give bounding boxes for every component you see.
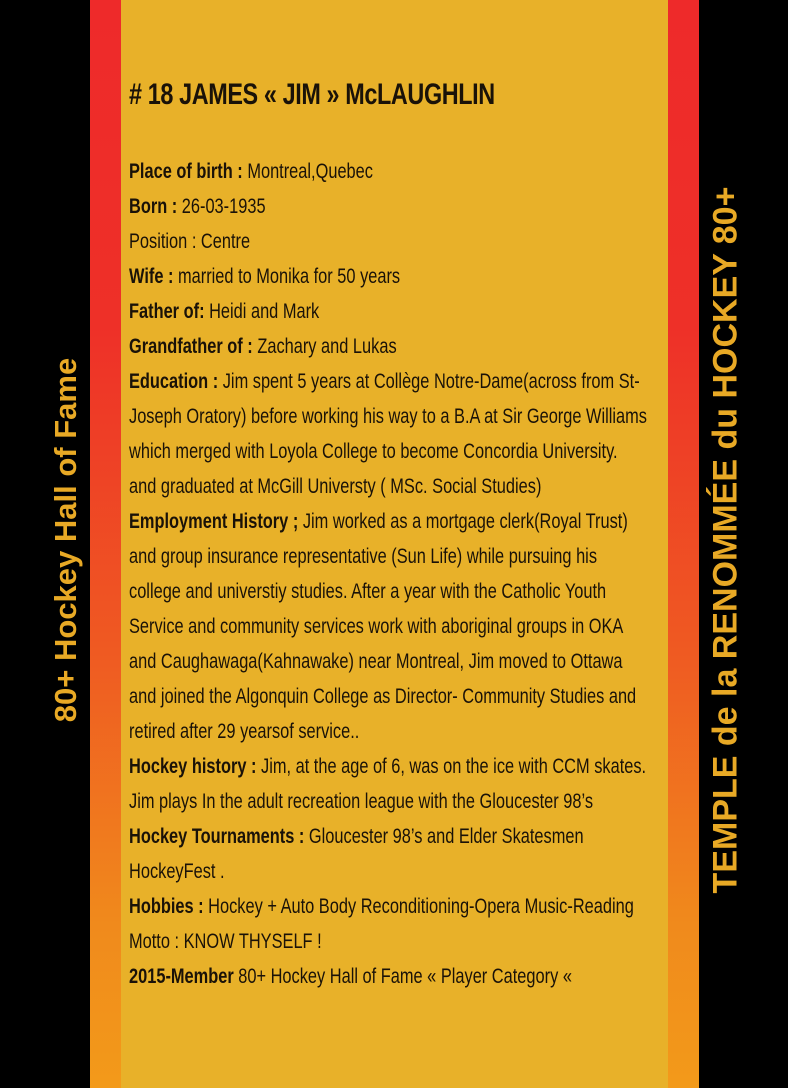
bio-text: HockeyFest .: [129, 860, 225, 883]
bio-line: [129, 749, 667, 784]
bio-text: Zachary and Lukas: [257, 335, 397, 358]
bio-text: Motto : KNOW THYSELF !: [129, 930, 322, 953]
bio-text: Position : Centre: [129, 230, 251, 253]
bio-label: Hobbies :: [129, 895, 209, 918]
bio-text: married to Monika for 50 years: [177, 265, 401, 288]
bio-label: Wife :: [129, 265, 178, 288]
bio-text: and graduated at McGill Universty ( MSc. Social Studies): [129, 475, 542, 498]
bio-line: [129, 154, 667, 189]
bio-line: [129, 539, 667, 574]
bio-text: Jim worked as a mortgage clerk(Royal Trust): [302, 510, 628, 533]
bio-label: Education :: [129, 370, 223, 393]
bio-line: [129, 889, 667, 924]
bio-label: Father of:: [129, 300, 210, 323]
bio-text: and Caughawaga(Kahnawake) near Montreal, Jim moved to Ottawa: [129, 650, 623, 673]
side-label-left-text: 80+ Hockey Hall of Fame: [48, 357, 83, 723]
bio-lines: [129, 154, 788, 994]
bio-line: [129, 644, 667, 679]
bio-line: [129, 294, 667, 329]
bio-line: [129, 924, 667, 959]
bio-text: college and universtiy studies. After a year with the Catholic Youth: [129, 580, 607, 603]
bio-line: [129, 259, 667, 294]
bio-text: Joseph Oratory) before working his way to a B.A at Sir George Williams: [129, 405, 648, 428]
bio-line: [129, 504, 667, 539]
side-label-right-text: TEMPLE de la RENOMMÉE du HOCKEY 80+: [706, 186, 745, 894]
bio-line: [129, 189, 667, 224]
bio-label: Hockey history :: [129, 755, 262, 778]
bio-line: [129, 574, 667, 609]
bio-line: [129, 714, 667, 749]
bio-line: [129, 819, 667, 854]
bio-label: Born :: [129, 195, 182, 218]
bio-line: [129, 784, 667, 819]
bio-text: which merged with Loyola College to become Concordia University.: [129, 440, 618, 463]
bio-text: Jim, at the age of 6, was on the ice with CCM skates.: [261, 755, 647, 778]
bio-text: Gloucester 98’s and Elder Skatesmen: [308, 825, 584, 848]
bio-line: [129, 679, 667, 714]
bio-line: [129, 329, 667, 364]
bio-text: and joined the Algonquin College as Director- Community Studies and: [129, 685, 637, 708]
bio-line: [129, 609, 667, 644]
bio-line: [129, 224, 667, 259]
bio-text: retired after 29 yearsof service..: [129, 720, 360, 743]
bio-line: [129, 959, 667, 994]
bio-text: Heidi and Mark: [209, 300, 320, 323]
bio-text: Jim spent 5 years at Collège Notre-Dame(across from St-: [222, 370, 640, 393]
bio-text: Service and community services work with aboriginal groups in OKA: [129, 615, 624, 638]
bio-text: Jim plays In the adult recreation league with the Gloucester 98’s: [129, 790, 594, 813]
bio-text: 80+ Hockey Hall of Fame « Player Category «: [238, 965, 572, 988]
player-title: # 18 JAMES « JIM » McLAUGHLIN: [129, 78, 495, 111]
bio-label: Hockey Tournaments :: [129, 825, 309, 848]
bio-label: Grandfather of :: [129, 335, 258, 358]
bio-text: Hockey + Auto Body Reconditioning-Opera Music-Reading: [208, 895, 634, 918]
bio-text: 26-03-1935: [181, 195, 266, 218]
bio-line: [129, 434, 667, 469]
bio-line: [129, 364, 667, 399]
bio-text: and group insurance representative (Sun Life) while pursuing his: [129, 545, 598, 568]
bio-line: [129, 469, 667, 504]
bio-label: Employment History ;: [129, 510, 303, 533]
bio-text: Montreal,Quebec: [247, 160, 373, 183]
bio-line: [129, 399, 667, 434]
left-red-stripe: [90, 0, 121, 1088]
bio-label: Place of birth :: [129, 160, 248, 183]
bio-label: 2015-Member: [129, 965, 239, 988]
bio-line: [129, 854, 667, 889]
